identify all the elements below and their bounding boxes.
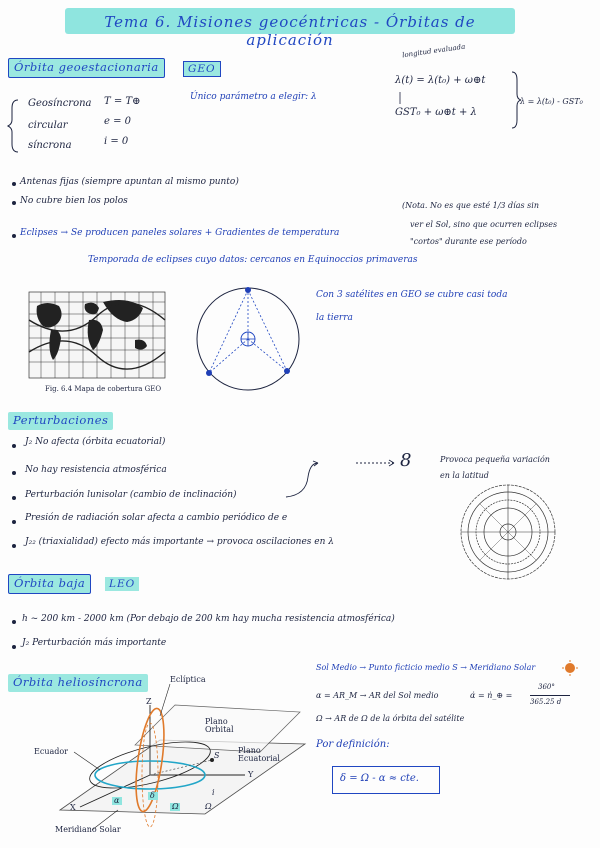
leo-tag: LEO bbox=[105, 577, 139, 591]
pert-item-0: J₂ No afecta (órbita ecuatorial) bbox=[25, 437, 166, 447]
fig-equatorial: Plano Ecuatorial bbox=[238, 746, 280, 763]
coverage-1: la tierra bbox=[316, 313, 353, 323]
leo-item-0: h ~ 200 km - 2000 km (Por debajo de 200 km hay mucha resistencia atmosférica) bbox=[22, 614, 395, 624]
leo-item-1: J₂ Perturbación más importante bbox=[22, 638, 167, 648]
helio-omega-line: Ω → AR de Ω de la órbita del satélite bbox=[316, 714, 465, 723]
pert-arrow-note-1: en la latitud bbox=[440, 471, 489, 480]
geo-prop-2-cond: i = 0 bbox=[104, 136, 129, 147]
helio-sol-line: Sol Medio → Punto ficticio medio S → Meridiano Solar bbox=[316, 663, 536, 672]
fig-x: X bbox=[70, 803, 76, 812]
fig-equator: Ecuador bbox=[34, 747, 69, 756]
geo-param-note: Único parámetro a elegir: λ bbox=[190, 92, 317, 102]
geo-prop-0-name: Geosíncrona bbox=[28, 98, 92, 109]
fig-ecliptic: Eclíptica bbox=[170, 675, 206, 684]
fig-omega-2: Ω bbox=[205, 802, 212, 811]
geo-eq3: λ = λ(t₀) - GST₀ bbox=[520, 97, 583, 106]
pert-item-3: Presión de radiación solar afecta a cambio periódico de e bbox=[25, 513, 288, 523]
pert-arrow-label: 8 bbox=[400, 450, 412, 471]
pert-item-2: Perturbación lunisolar (cambio de inclinación) bbox=[25, 490, 237, 500]
helio-alpha-den: 365.25 d bbox=[530, 698, 562, 706]
map-caption: Fig. 6.4 Mapa de cobertura GEO bbox=[45, 385, 162, 393]
helio-alpha-rate: α̇ = ṅ_⊕ = bbox=[470, 691, 513, 700]
geo-prop-1-name: circular bbox=[28, 120, 68, 131]
eclipse-note-2: "cortos" durante ese período bbox=[410, 237, 527, 246]
geo-eq2: GST₀ + ω⊕t + λ bbox=[395, 107, 477, 118]
geo-heading: Órbita geoestacionaria bbox=[8, 58, 165, 78]
helio-heading: Órbita heliosíncrona bbox=[8, 674, 148, 692]
eclipse-note-0: (Nota. No es que esté 1/3 días sin bbox=[402, 201, 539, 210]
leo-heading: Órbita baja bbox=[8, 574, 91, 594]
pert-item-4: J₂₂ (triaxialidad) efecto más importante → provoca oscilaciones en λ bbox=[25, 537, 334, 547]
helio-alpha-line: α = AR_M → AR del Sol medio bbox=[316, 691, 439, 700]
helio-alpha-num: 360° bbox=[538, 683, 555, 691]
fig-delta: δ bbox=[150, 791, 155, 800]
fig-omega: Ω bbox=[172, 802, 179, 811]
pert-item-1: No hay resistencia atmosférica bbox=[25, 465, 167, 475]
pert-arrow-note-0: Provoca pequeña variación bbox=[440, 455, 550, 464]
sun-icon bbox=[562, 660, 578, 676]
pert-heading: Perturbaciones bbox=[8, 412, 113, 430]
coverage-0: Con 3 satélites en GEO se cubre casi toda bbox=[316, 290, 508, 300]
helio-eq: δ = Ω - α ≈ cte. bbox=[340, 773, 419, 784]
geo-lon-note: longitud evaluada bbox=[401, 42, 466, 60]
fig-z: Z bbox=[146, 697, 152, 706]
fig-alpha: α bbox=[114, 796, 120, 805]
geo-prop-1-cond: e = 0 bbox=[104, 116, 132, 127]
eclipse-note-1: ver el Sol, sino que ocurren eclipses bbox=[410, 220, 558, 229]
fig-i: i bbox=[212, 788, 215, 797]
geo-prop-0-cond: T = T⊕ bbox=[104, 96, 141, 107]
geo-eq1: λ(t) = λ(t₀) + ω⊕t bbox=[395, 75, 486, 86]
fig-y: Y bbox=[248, 770, 254, 779]
fig-orbital: Plano Orbital bbox=[205, 717, 234, 734]
geo-bullet-1: No cubre bien los polos bbox=[20, 196, 128, 206]
eclipse-season: Temporada de eclipses cuyo datos: cercanos en Equinoccios primaveras bbox=[88, 255, 418, 265]
helio-definition: Por definición: bbox=[316, 739, 390, 750]
geo-prop-2-name: síncrona bbox=[28, 140, 72, 151]
fig-meridian: Meridiano Solar bbox=[55, 825, 121, 834]
page-title: Tema 6. Misiones geocéntricas - Órbitas de aplicación bbox=[104, 13, 476, 49]
geo-tag: GEO bbox=[183, 61, 221, 77]
geo-bullet-0: Antenas fijas (siempre apuntan al mismo punto) bbox=[20, 177, 239, 187]
fig-sun: S bbox=[214, 751, 220, 760]
fraction-bar bbox=[530, 695, 570, 696]
geo-bullet-2: Eclipses → Se producen paneles solares + Gradientes de temperatura bbox=[20, 228, 340, 238]
